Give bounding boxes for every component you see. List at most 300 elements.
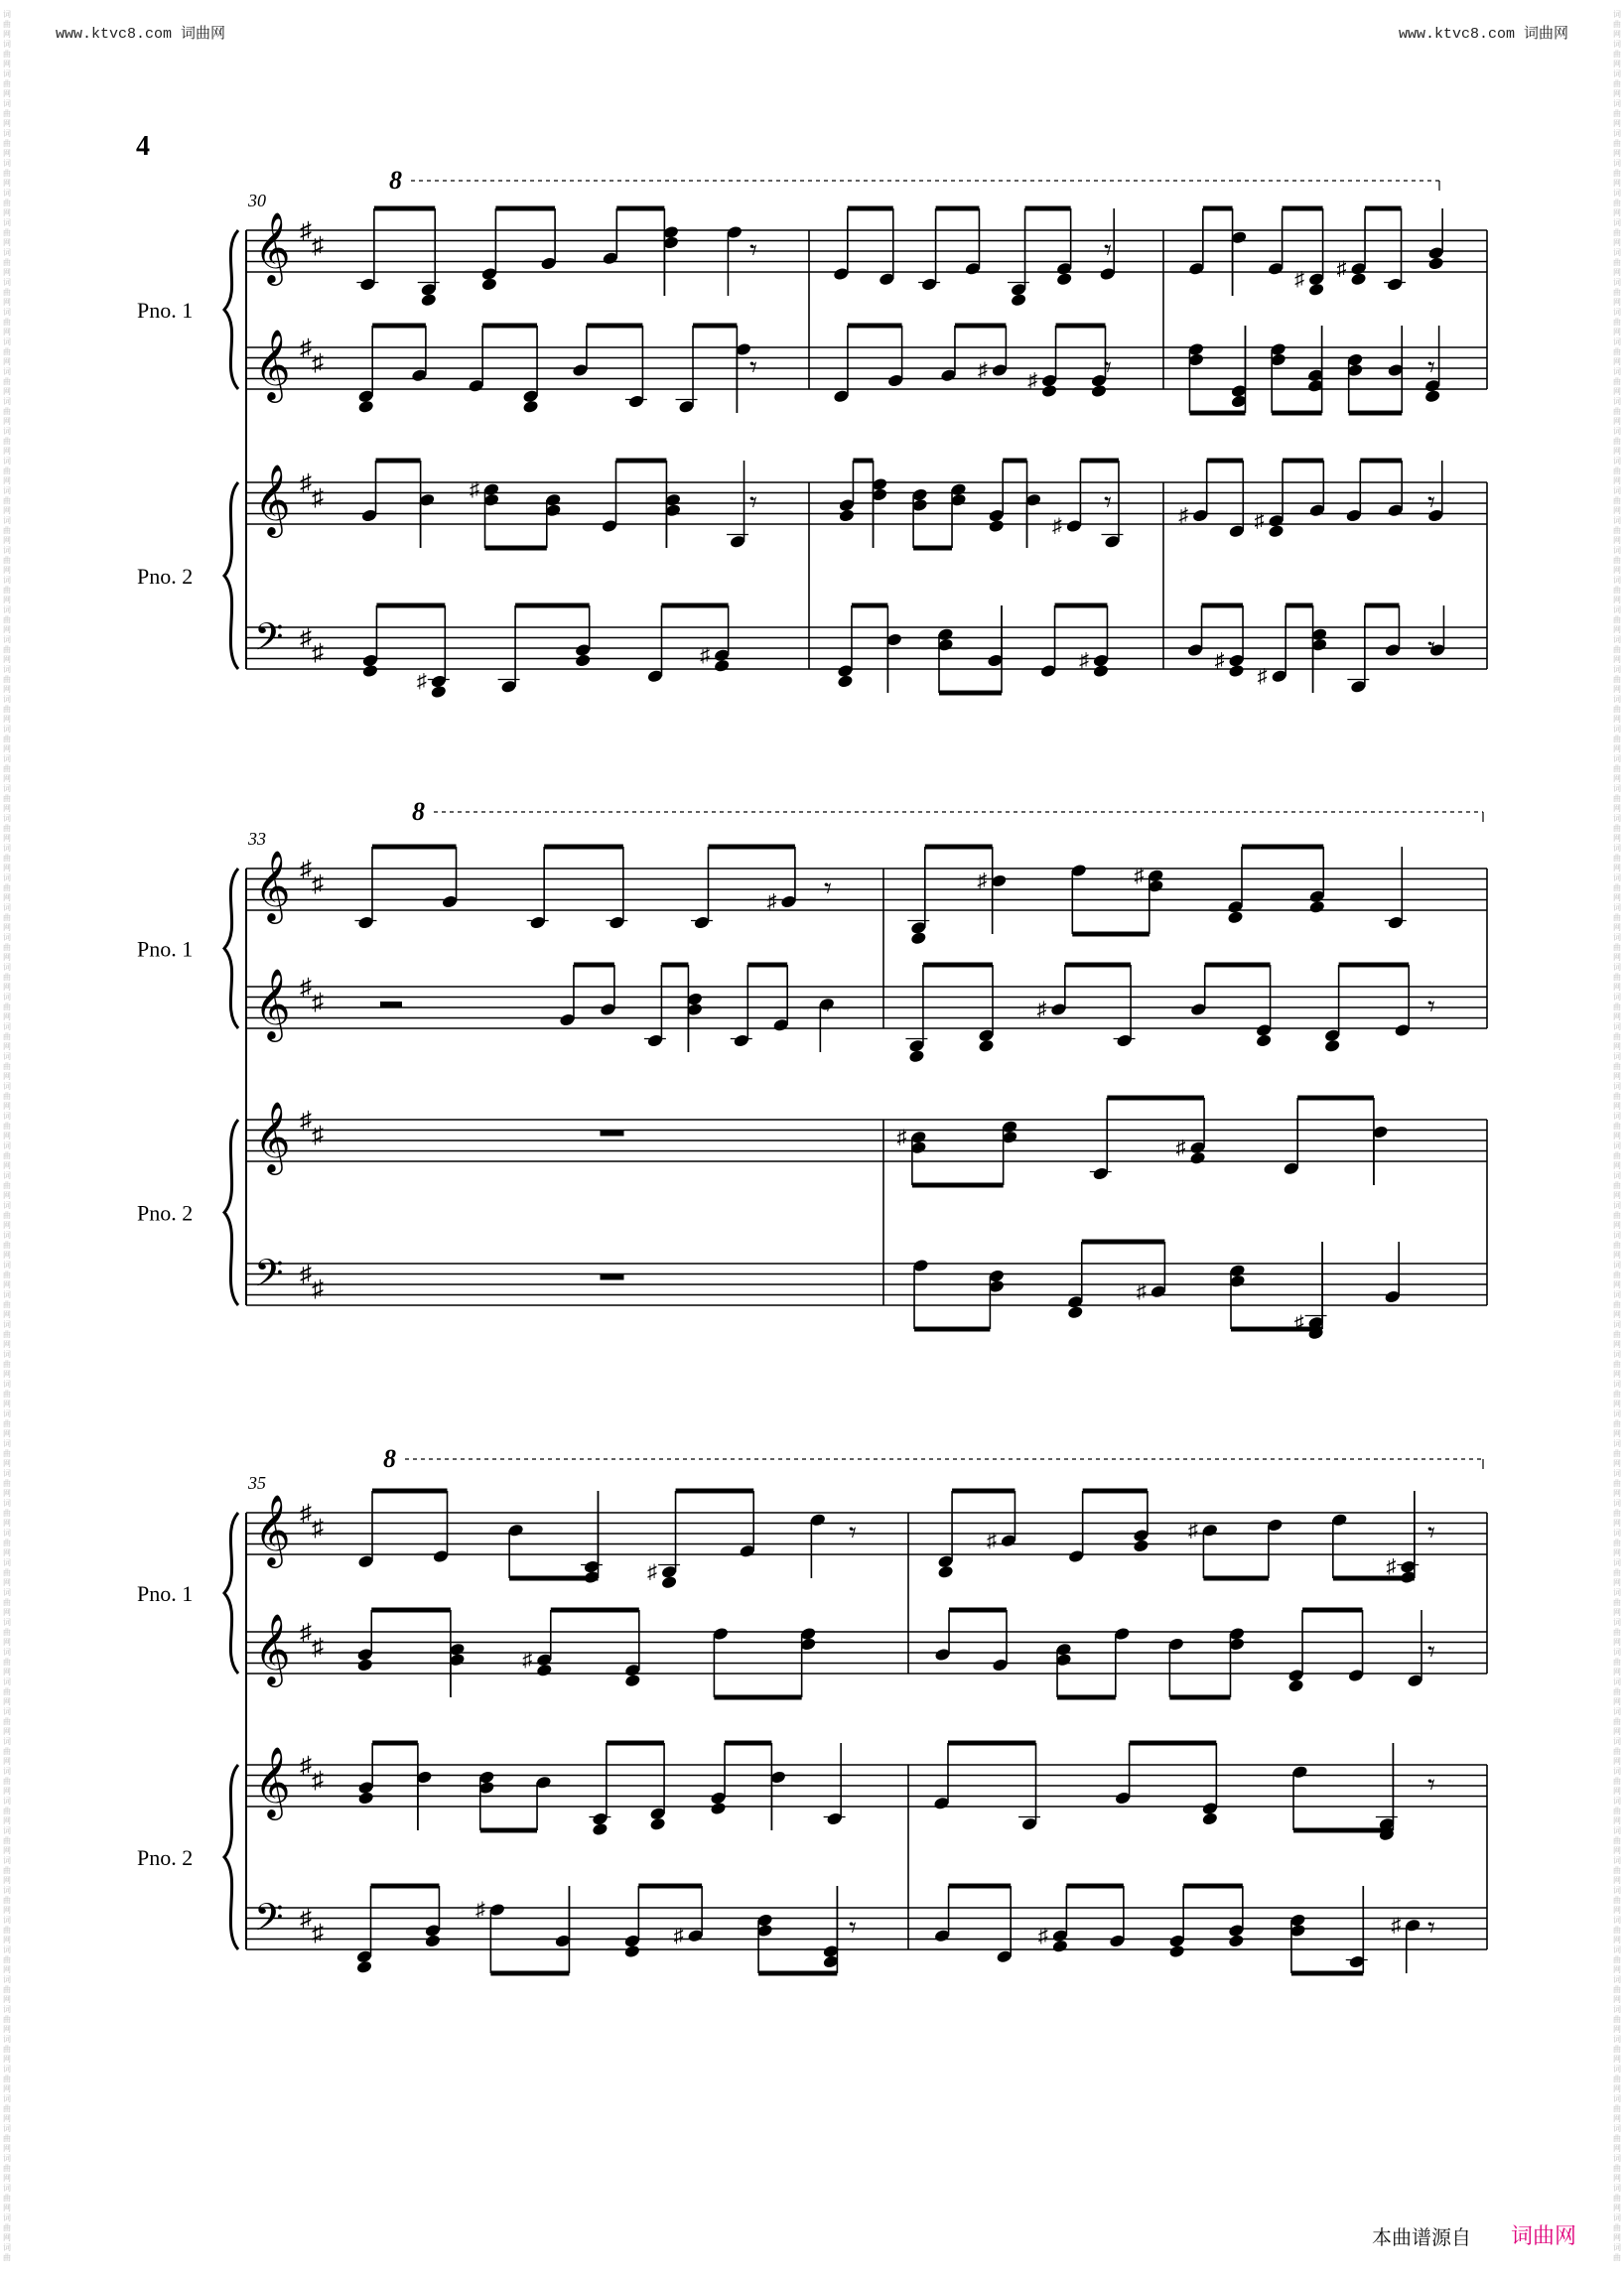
rail-watermark-glyph: 曲 bbox=[3, 2045, 11, 2054]
rail-watermark-glyph: 网 bbox=[3, 834, 11, 843]
rail-watermark-glyph: 词 bbox=[1613, 1677, 1621, 1686]
accidental-sharp-icon: ♯ bbox=[1336, 257, 1347, 280]
rail-watermark-glyph: 网 bbox=[3, 2174, 11, 2183]
note-head bbox=[1041, 384, 1058, 399]
rail-watermark-glyph: 词 bbox=[1613, 1707, 1621, 1716]
rail-watermark-glyph: 词 bbox=[1613, 814, 1621, 823]
rail-watermark-glyph: 曲 bbox=[3, 1955, 11, 1964]
rail-watermark-glyph: 曲 bbox=[1613, 50, 1621, 59]
rail-watermark-glyph: 词 bbox=[1613, 367, 1621, 376]
treble-clef-icon: 𝄞 bbox=[254, 214, 291, 282]
key-sharp-icon: ♯ bbox=[300, 1906, 312, 1932]
rail-watermark-glyph: 网 bbox=[1613, 1310, 1621, 1319]
rail-watermark-glyph: 词 bbox=[3, 1945, 11, 1954]
rail-watermark-glyph: 曲 bbox=[1613, 586, 1621, 595]
staff-brace bbox=[224, 869, 238, 1028]
footer-source-label: 本曲谱源自 bbox=[1372, 2225, 1471, 2249]
rail-watermark-glyph: 网 bbox=[1613, 566, 1621, 575]
rail-watermark-glyph: 网 bbox=[1613, 1459, 1621, 1468]
rail-watermark-glyph: 词 bbox=[3, 695, 11, 704]
footer-brand-link[interactable]: 词曲网 bbox=[1511, 2224, 1577, 2249]
rail-watermark-glyph: 词 bbox=[3, 2124, 11, 2133]
rail-watermark-glyph: 词 bbox=[1613, 1082, 1621, 1091]
eighth-rest-icon: 𝄾 bbox=[1104, 351, 1112, 384]
rail-watermark-glyph: 词 bbox=[1613, 486, 1621, 495]
eighth-rest-icon: 𝄾 bbox=[849, 1912, 857, 1944]
rail-watermark-glyph: 词 bbox=[1613, 1380, 1621, 1389]
rail-watermark-glyph: 词 bbox=[3, 665, 11, 674]
staff-brace bbox=[224, 230, 238, 389]
rail-watermark-glyph: 曲 bbox=[3, 735, 11, 743]
key-sharp-icon: ♯ bbox=[312, 485, 324, 511]
rail-watermark-glyph: 曲 bbox=[3, 2015, 11, 2024]
rail-watermark-glyph: 词 bbox=[1613, 873, 1621, 882]
rail-watermark-glyph: 曲 bbox=[1613, 1836, 1621, 1845]
rail-watermark-glyph: 曲 bbox=[1613, 1687, 1621, 1696]
rail-watermark-glyph: 词 bbox=[1613, 903, 1621, 912]
rail-watermark-glyph: 网 bbox=[1613, 1251, 1621, 1260]
rail-watermark-glyph: 曲 bbox=[3, 1449, 11, 1458]
rail-watermark-glyph: 网 bbox=[1613, 2084, 1621, 2093]
key-sharp-icon: ♯ bbox=[312, 350, 324, 376]
rail-watermark-glyph: 曲 bbox=[1613, 496, 1621, 505]
accidental-sharp-icon: ♯ bbox=[1294, 268, 1305, 291]
note-head bbox=[1189, 1150, 1206, 1165]
note-head bbox=[1227, 910, 1244, 925]
rail-watermark-glyph: 词 bbox=[3, 189, 11, 198]
rail-watermark-glyph: 词 bbox=[3, 1320, 11, 1329]
rail-watermark-glyph: 曲 bbox=[1613, 258, 1621, 267]
accidental-sharp-icon: ♯ bbox=[1134, 865, 1145, 887]
rail-watermark-glyph: 词 bbox=[3, 1588, 11, 1597]
treble-clef-icon: 𝄞 bbox=[254, 467, 291, 534]
note-head bbox=[575, 653, 592, 668]
rail-watermark-glyph: 词 bbox=[1613, 1320, 1621, 1329]
rail-watermark-glyph: 网 bbox=[1613, 2055, 1621, 2064]
rail-watermark-glyph: 词 bbox=[3, 457, 11, 466]
rail-watermark-glyph: 曲 bbox=[3, 2164, 11, 2173]
page-number: 4 bbox=[136, 131, 150, 162]
rail-watermark-glyph: 网 bbox=[3, 447, 11, 456]
accidental-sharp-icon: ♯ bbox=[1254, 509, 1265, 532]
rail-watermark-glyph: 网 bbox=[1613, 1221, 1621, 1230]
rail-watermark-glyph: 曲 bbox=[1613, 1449, 1621, 1458]
rail-watermark-glyph: 曲 bbox=[3, 347, 11, 356]
rail-watermark-glyph: 词 bbox=[1613, 1409, 1621, 1418]
note-head bbox=[424, 1934, 441, 1948]
rail-watermark-glyph: 曲 bbox=[3, 1271, 11, 1279]
bass-clef-icon: 𝄢 bbox=[254, 616, 284, 667]
accidental-sharp-icon: ♯ bbox=[1175, 1137, 1186, 1159]
rail-watermark-glyph: 网 bbox=[3, 715, 11, 724]
rail-watermark-glyph: 网 bbox=[1613, 1638, 1621, 1647]
rail-watermark-glyph: 词 bbox=[3, 1052, 11, 1061]
rail-watermark-glyph: 曲 bbox=[1613, 1092, 1621, 1101]
staff-brace bbox=[224, 1765, 238, 1949]
eighth-rest-icon: 𝄾 bbox=[1427, 1636, 1435, 1669]
rail-watermark-glyph: 词 bbox=[3, 814, 11, 823]
rail-watermark-glyph: 词 bbox=[1613, 1022, 1621, 1031]
rail-watermark-glyph: 曲 bbox=[3, 1896, 11, 1905]
rail-watermark-glyph: 曲 bbox=[3, 1003, 11, 1011]
accidental-sharp-icon: ♯ bbox=[977, 359, 988, 381]
rail-watermark-glyph: 曲 bbox=[1613, 1419, 1621, 1428]
rail-watermark-glyph: 网 bbox=[1613, 60, 1621, 68]
rail-watermark-glyph: 词 bbox=[3, 1558, 11, 1567]
rail-watermark-glyph: 网 bbox=[3, 1995, 11, 2004]
note-head bbox=[1228, 664, 1245, 679]
rail-watermark-glyph: 曲 bbox=[3, 2075, 11, 2083]
accidental-sharp-icon: ♯ bbox=[474, 1899, 485, 1921]
note-head bbox=[1350, 272, 1367, 287]
rail-watermark-glyph: 曲 bbox=[3, 109, 11, 118]
rail-watermark-glyph: 网 bbox=[3, 119, 11, 128]
rail-watermark-glyph: 词 bbox=[1613, 1737, 1621, 1746]
rail-watermark-glyph: 曲 bbox=[1613, 1181, 1621, 1190]
rail-watermark-glyph: 曲 bbox=[3, 288, 11, 297]
rail-watermark-glyph: 网 bbox=[3, 1429, 11, 1438]
rail-watermark-glyph: 网 bbox=[1613, 2233, 1621, 2242]
note-head bbox=[1228, 1934, 1245, 1948]
rail-watermark-glyph: 网 bbox=[1613, 1429, 1621, 1438]
rail-watermark-glyph: 网 bbox=[3, 1280, 11, 1289]
accidental-sharp-icon: ♯ bbox=[896, 1126, 907, 1148]
key-sharp-icon: ♯ bbox=[300, 335, 312, 361]
rail-watermark-glyph: 曲 bbox=[1613, 1330, 1621, 1339]
staff-brace bbox=[224, 1120, 238, 1305]
rail-watermark-glyph: 曲 bbox=[3, 1717, 11, 1726]
rail-watermark-glyph: 词 bbox=[1613, 1975, 1621, 1984]
rail-watermark-glyph: 网 bbox=[1613, 179, 1621, 188]
rail-watermark-glyph: 网 bbox=[3, 1459, 11, 1468]
rail-watermark-glyph: 网 bbox=[1613, 298, 1621, 307]
rail-watermark-glyph: 词 bbox=[1613, 1171, 1621, 1180]
rail-watermark-glyph: 曲 bbox=[1613, 1003, 1621, 1011]
rail-watermark-glyph: 网 bbox=[3, 983, 11, 992]
rail-watermark-glyph: 网 bbox=[1613, 1995, 1621, 2004]
rail-watermark-glyph: 曲 bbox=[3, 1539, 11, 1547]
rail-watermark-glyph: 曲 bbox=[3, 2104, 11, 2113]
rail-watermark-glyph: 网 bbox=[1613, 1102, 1621, 1111]
rail-watermark-glyph: 曲 bbox=[1613, 2253, 1621, 2262]
note-head bbox=[1308, 899, 1325, 914]
note-head bbox=[522, 399, 539, 414]
rail-watermark-glyph: 曲 bbox=[1613, 1807, 1621, 1815]
accidental-sharp-icon: ♯ bbox=[766, 890, 777, 913]
rail-watermark-glyph: 词 bbox=[1613, 2184, 1621, 2193]
rail-watermark-glyph: 曲 bbox=[1613, 109, 1621, 118]
rail-watermark-glyph: 曲 bbox=[1613, 1360, 1621, 1369]
note-head bbox=[908, 1049, 925, 1064]
rail-watermark-glyph: 词 bbox=[3, 635, 11, 644]
key-sharp-icon: ♯ bbox=[312, 233, 324, 259]
accidental-sharp-icon: ♯ bbox=[1386, 1555, 1397, 1578]
rail-watermark-glyph: 词 bbox=[1613, 1141, 1621, 1150]
rail-watermark-glyph: 词 bbox=[1613, 1201, 1621, 1210]
rail-watermark-glyph: 曲 bbox=[1613, 2045, 1621, 2054]
rail-watermark-glyph: 曲 bbox=[1613, 1985, 1621, 1994]
rail-watermark-glyph: 网 bbox=[1613, 2204, 1621, 2212]
rail-watermark-glyph: 曲 bbox=[1613, 764, 1621, 773]
rail-watermark-glyph: 曲 bbox=[1613, 824, 1621, 833]
rail-watermark-glyph: 曲 bbox=[3, 883, 11, 892]
rail-watermark-glyph: 网 bbox=[1613, 1519, 1621, 1528]
rail-watermark-glyph: 曲 bbox=[1613, 79, 1621, 88]
rail-watermark-glyph: 曲 bbox=[1613, 2194, 1621, 2203]
rail-watermark-glyph: 网 bbox=[1613, 804, 1621, 813]
rail-watermark-glyph: 词 bbox=[3, 605, 11, 614]
rail-watermark-glyph: 曲 bbox=[1613, 2134, 1621, 2143]
accidental-sharp-icon: ♯ bbox=[673, 1925, 684, 1947]
rail-watermark-glyph: 词 bbox=[1613, 1290, 1621, 1299]
rail-watermark-glyph: 曲 bbox=[3, 2134, 11, 2143]
rail-watermark-glyph: 网 bbox=[3, 1042, 11, 1051]
rail-watermark-glyph: 网 bbox=[1613, 685, 1621, 694]
rail-watermark-glyph: 网 bbox=[3, 1370, 11, 1379]
key-sharp-icon: ♯ bbox=[300, 857, 312, 882]
rail-watermark-glyph: 曲 bbox=[3, 1658, 11, 1667]
eighth-rest-icon: 𝄾 bbox=[749, 351, 757, 384]
rail-watermark-glyph: 词 bbox=[1613, 1588, 1621, 1597]
rail-watermark-glyph: 曲 bbox=[3, 615, 11, 624]
rail-watermark-glyph: 曲 bbox=[3, 1181, 11, 1190]
rail-watermark-glyph: 词 bbox=[1613, 99, 1621, 108]
rail-watermark-glyph: 曲 bbox=[3, 2194, 11, 2203]
note-head bbox=[1201, 1811, 1218, 1826]
rail-watermark-glyph: 词 bbox=[1613, 2035, 1621, 2044]
rail-watermark-glyph: 词 bbox=[3, 1975, 11, 1984]
rail-watermark-glyph: 曲 bbox=[3, 913, 11, 922]
rail-watermark-glyph: 曲 bbox=[3, 1211, 11, 1220]
rail-watermark-glyph: 网 bbox=[1613, 774, 1621, 783]
rail-watermark-glyph: 词 bbox=[3, 2213, 11, 2222]
rail-watermark-glyph: 网 bbox=[3, 1251, 11, 1260]
key-sharp-icon: ♯ bbox=[312, 1276, 324, 1302]
note-head bbox=[357, 1791, 374, 1806]
note-head bbox=[480, 277, 497, 292]
key-sharp-icon: ♯ bbox=[312, 1516, 324, 1541]
note-head bbox=[355, 1959, 372, 1974]
rail-watermark-glyph: 词 bbox=[1613, 933, 1621, 942]
rail-watermark-glyph: 曲 bbox=[3, 586, 11, 595]
rail-watermark-glyph: 网 bbox=[3, 2114, 11, 2123]
key-sharp-icon: ♯ bbox=[300, 1108, 312, 1134]
rail-watermark-glyph: 曲 bbox=[1613, 1211, 1621, 1220]
rail-watermark-glyph: 词 bbox=[1613, 69, 1621, 78]
accidental-sharp-icon: ♯ bbox=[1257, 665, 1268, 688]
rail-watermark-glyph: 网 bbox=[3, 1816, 11, 1825]
rail-watermark-glyph: 曲 bbox=[3, 1687, 11, 1696]
rail-watermark-glyph: 曲 bbox=[3, 2223, 11, 2232]
rail-watermark-glyph: 网 bbox=[1613, 1608, 1621, 1617]
rail-watermark-glyph: 网 bbox=[1613, 1132, 1621, 1140]
rail-watermark-glyph: 曲 bbox=[1613, 437, 1621, 446]
rail-watermark-glyph: 网 bbox=[1613, 1280, 1621, 1289]
rail-watermark-glyph: 曲 bbox=[1613, 794, 1621, 803]
treble-clef-icon: 𝄞 bbox=[254, 332, 291, 399]
rail-watermark-glyph: 网 bbox=[3, 2204, 11, 2212]
accidental-sharp-icon: ♯ bbox=[522, 1649, 533, 1672]
rail-watermark-glyph: 网 bbox=[1613, 1370, 1621, 1379]
rail-watermark-glyph: 词 bbox=[3, 1648, 11, 1657]
eighth-rest-icon: 𝄾 bbox=[1104, 486, 1112, 519]
rail-watermark-glyph: 词 bbox=[1613, 1231, 1621, 1240]
accidental-sharp-icon: ♯ bbox=[977, 870, 988, 892]
rail-watermark-glyph: 网 bbox=[1613, 89, 1621, 98]
key-sharp-icon: ♯ bbox=[300, 625, 312, 651]
rail-watermark-glyph: 网 bbox=[1613, 2144, 1621, 2153]
rail-watermark-glyph: 词 bbox=[1613, 129, 1621, 138]
rail-watermark-glyph: 词 bbox=[3, 1856, 11, 1865]
rail-watermark-glyph: 词 bbox=[1613, 754, 1621, 763]
rail-watermark-glyph: 词 bbox=[3, 1826, 11, 1835]
rail-watermark-glyph: 曲 bbox=[1613, 1955, 1621, 1964]
half-rest-icon bbox=[380, 1002, 402, 1007]
rail-watermark-glyph: 曲 bbox=[3, 1062, 11, 1071]
rail-watermark-glyph: 网 bbox=[1613, 1727, 1621, 1736]
rail-watermark-glyph: 网 bbox=[1613, 923, 1621, 932]
rail-watermark-glyph: 词 bbox=[3, 1022, 11, 1031]
rail-watermark-glyph: 词 bbox=[3, 1499, 11, 1508]
accidental-sharp-icon: ♯ bbox=[1036, 999, 1047, 1020]
rail-watermark-glyph: 网 bbox=[1613, 864, 1621, 872]
rail-watermark-glyph: 网 bbox=[3, 1548, 11, 1557]
rail-watermark-glyph: 曲 bbox=[1613, 526, 1621, 535]
rail-watermark-glyph: 网 bbox=[3, 923, 11, 932]
rail-watermark-glyph: 曲 bbox=[3, 973, 11, 982]
rail-watermark-glyph: 曲 bbox=[1613, 973, 1621, 982]
rail-watermark-glyph: 曲 bbox=[1613, 1926, 1621, 1935]
rail-watermark-glyph: 词 bbox=[1613, 40, 1621, 49]
rail-watermark-glyph: 曲 bbox=[3, 1419, 11, 1428]
rail-watermark-glyph: 曲 bbox=[1613, 1866, 1621, 1875]
rail-watermark-glyph: 网 bbox=[1613, 1846, 1621, 1855]
rail-watermark-glyph: 曲 bbox=[3, 1122, 11, 1131]
note-head bbox=[624, 1674, 641, 1688]
rail-watermark-glyph: 词 bbox=[1613, 397, 1621, 406]
rail-watermark-glyph: 词 bbox=[3, 486, 11, 495]
rail-watermark-glyph: 词 bbox=[3, 1916, 11, 1925]
rail-watermark-glyph: 网 bbox=[3, 506, 11, 515]
key-sharp-icon: ♯ bbox=[300, 1501, 312, 1527]
rail-watermark-glyph: 网 bbox=[1613, 1548, 1621, 1557]
rail-watermark-glyph: 词 bbox=[1613, 189, 1621, 198]
rail-watermark-glyph: 曲 bbox=[3, 943, 11, 952]
rail-watermark-glyph: 曲 bbox=[3, 556, 11, 565]
rail-watermark-glyph: 曲 bbox=[3, 1479, 11, 1488]
rail-watermark-glyph: 曲 bbox=[1613, 2104, 1621, 2113]
rail-watermark-glyph: 词 bbox=[1613, 248, 1621, 257]
part-name-label: Pno. 2 bbox=[137, 1845, 194, 1870]
key-sharp-icon: ♯ bbox=[300, 1262, 312, 1287]
rail-watermark-glyph: 曲 bbox=[1613, 705, 1621, 714]
rail-watermark-glyph: 网 bbox=[1613, 1578, 1621, 1587]
key-sharp-icon: ♯ bbox=[312, 871, 324, 897]
rail-watermark-glyph: 网 bbox=[1613, 744, 1621, 753]
bass-clef-icon: 𝄢 bbox=[254, 1253, 284, 1303]
treble-clef-icon: 𝄞 bbox=[254, 853, 291, 920]
rail-watermark-glyph: 词 bbox=[1613, 1767, 1621, 1776]
eighth-rest-icon: 𝄾 bbox=[1427, 1517, 1435, 1549]
rail-watermark-glyph: 网 bbox=[3, 1221, 11, 1230]
rail-watermark-glyph: 曲 bbox=[3, 139, 11, 148]
rail-watermark-glyph: 曲 bbox=[1613, 1568, 1621, 1577]
rail-watermark-glyph: 网 bbox=[3, 2055, 11, 2064]
rail-watermark-glyph: 曲 bbox=[3, 1568, 11, 1577]
rail-watermark-glyph: 网 bbox=[3, 1846, 11, 1855]
rail-watermark-glyph: 曲 bbox=[1613, 1598, 1621, 1607]
rail-watermark-glyph: 网 bbox=[3, 1161, 11, 1170]
rail-watermark-glyph: 词 bbox=[3, 337, 11, 346]
rail-watermark-glyph: 网 bbox=[3, 1489, 11, 1498]
rail-watermark-glyph: 网 bbox=[3, 1757, 11, 1766]
rail-watermark-glyph: 网 bbox=[3, 2233, 11, 2242]
rail-watermark-glyph: 曲 bbox=[1613, 1628, 1621, 1637]
key-sharp-icon: ♯ bbox=[300, 975, 312, 1001]
eighth-rest-icon: 𝄾 bbox=[1427, 1769, 1435, 1802]
rail-watermark-glyph: 词 bbox=[3, 784, 11, 793]
rail-watermark-glyph: 曲 bbox=[3, 1628, 11, 1637]
rail-watermark-glyph: 曲 bbox=[3, 467, 11, 475]
rail-watermark-glyph: 曲 bbox=[3, 1330, 11, 1339]
rail-watermark-glyph: 曲 bbox=[1613, 228, 1621, 237]
accidental-sharp-icon: ♯ bbox=[1293, 1311, 1304, 1334]
rail-watermark-glyph: 曲 bbox=[3, 764, 11, 773]
accidental-sharp-icon: ♯ bbox=[1136, 1280, 1147, 1303]
rail-watermark-glyph: 网 bbox=[1613, 1697, 1621, 1706]
rail-watermark-glyph: 曲 bbox=[3, 1360, 11, 1369]
rail-watermark-glyph: 网 bbox=[1613, 1161, 1621, 1170]
rail-watermark-glyph: 网 bbox=[3, 1668, 11, 1676]
note-head bbox=[978, 1038, 995, 1053]
rail-watermark-glyph: 曲 bbox=[1613, 407, 1621, 416]
rail-watermark-glyph: 词 bbox=[3, 844, 11, 853]
rail-watermark-glyph: 曲 bbox=[1613, 169, 1621, 178]
rail-watermark-glyph: 词 bbox=[1613, 516, 1621, 525]
rail-watermark-glyph: 曲 bbox=[3, 1747, 11, 1756]
rail-watermark-glyph: 词 bbox=[3, 1469, 11, 1478]
rail-watermark-glyph: 曲 bbox=[1613, 139, 1621, 148]
rail-watermark-glyph: 词 bbox=[3, 2094, 11, 2103]
rail-watermark-glyph: 网 bbox=[3, 30, 11, 39]
rail-watermark-glyph: 曲 bbox=[3, 2253, 11, 2262]
note-head bbox=[592, 1822, 609, 1837]
rail-watermark-glyph: 曲 bbox=[1613, 347, 1621, 356]
rail-watermark-glyph: 曲 bbox=[3, 1032, 11, 1041]
rail-watermark-glyph: 词 bbox=[1613, 1797, 1621, 1806]
rail-watermark-glyph: 曲 bbox=[3, 20, 11, 29]
accidental-sharp-icon: ♯ bbox=[1391, 1914, 1402, 1937]
rail-watermark-glyph: 曲 bbox=[1613, 1062, 1621, 1071]
key-sharp-icon: ♯ bbox=[300, 1753, 312, 1779]
rail-watermark-glyph: 网 bbox=[3, 1340, 11, 1349]
rail-watermark-glyph: 曲 bbox=[3, 50, 11, 59]
note-head bbox=[1256, 1033, 1273, 1048]
rail-watermark-glyph: 词 bbox=[1613, 1945, 1621, 1954]
rail-watermark-glyph: 曲 bbox=[3, 169, 11, 178]
note-head bbox=[838, 508, 855, 523]
rail-watermark-glyph: 网 bbox=[1613, 268, 1621, 277]
rail-watermark-glyph: 曲 bbox=[1613, 20, 1621, 29]
measure-number-label: 35 bbox=[248, 1473, 266, 1493]
rail-watermark-glyph: 网 bbox=[1613, 119, 1621, 128]
rail-watermark-glyph: 词 bbox=[1613, 2243, 1621, 2252]
note-head bbox=[1133, 1539, 1150, 1553]
rail-watermark-glyph: 词 bbox=[3, 1290, 11, 1299]
rail-watermark-glyph: 词 bbox=[3, 993, 11, 1002]
rail-watermark-glyph: 曲 bbox=[1613, 1300, 1621, 1309]
part-name-label: Pno. 1 bbox=[137, 298, 194, 323]
